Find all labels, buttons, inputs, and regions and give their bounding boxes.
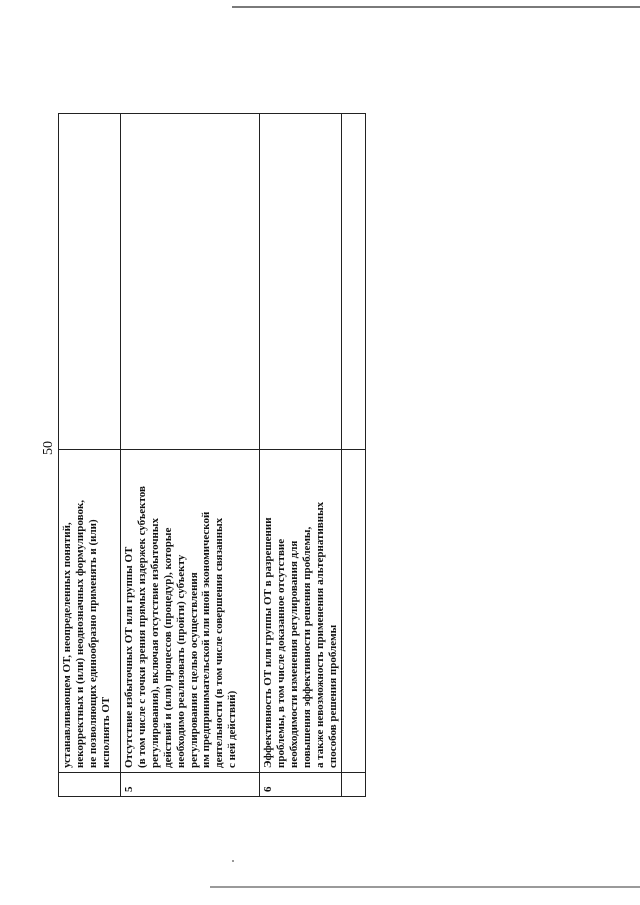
empty-cell [260,114,342,450]
page-number: 50 [41,441,56,455]
table-row [59,114,121,797]
row-number-cell [59,773,121,797]
empty-cell [342,114,366,450]
table-row [260,114,342,797]
criterion-line: регулирования), включая отсутствие избыточных [148,518,161,768]
scan-edge-line-bottom [210,886,640,888]
criterion-line: с ней действий) [226,690,239,768]
criterion-line: необходимо реализовать (пройти) субъекту [174,554,187,768]
criterion-line: устанавливающем ОТ, неопределенных понятий, [61,522,73,768]
criterion-line: регулирования с целью осуществления [187,572,200,768]
row-number-cell [342,773,366,797]
criterion-line: повышения эффективности решения проблемы, [300,526,313,768]
criterion-line: Отсутствие избыточных ОТ или группы ОТ [123,546,135,768]
criterion-line: (в том числе с точки зрения прямых издержек субъектов [135,486,148,768]
criterion-line: проблемы, в том числе доказанное отсутствие [274,538,287,768]
criterion-line: некорректных и (или) неоднозначных формулировок, [73,499,86,768]
scan-edge-line-top [232,6,640,8]
criterion-text-cell [121,450,260,773]
table-row [121,114,260,797]
criterion-text-cell [59,450,121,773]
criterion-line: действий и (или) процессов (процедур), которые [161,527,174,768]
criterion-line: не позволяющих единообразно применять и (или) [86,519,99,768]
criterion-line: а также невозможность применения альтернативных [313,501,326,768]
table-row [342,114,366,797]
criterion-text-cell [260,450,342,773]
empty-cell [59,114,121,450]
rotated-table-wrapper [58,114,356,797]
empty-cell [342,450,366,773]
row-number-cell: 5 [121,773,260,797]
row-number-cell: 6 [260,773,342,797]
criterion-line: необходимости изменения регулирования для [287,540,300,768]
criterion-line: Эффективность ОТ или группы ОТ в разрешении [262,517,274,768]
scan-speck [232,860,234,862]
criterion-line: способов решения проблемы [326,624,339,768]
criteria-table [58,113,366,797]
criterion-line: исполнять ОТ [99,696,112,768]
criterion-line: деятельности (в том числе совершения связанных [213,517,226,768]
criterion-line: им предпринимательской или иной экономической [200,511,213,768]
empty-cell [121,114,260,450]
